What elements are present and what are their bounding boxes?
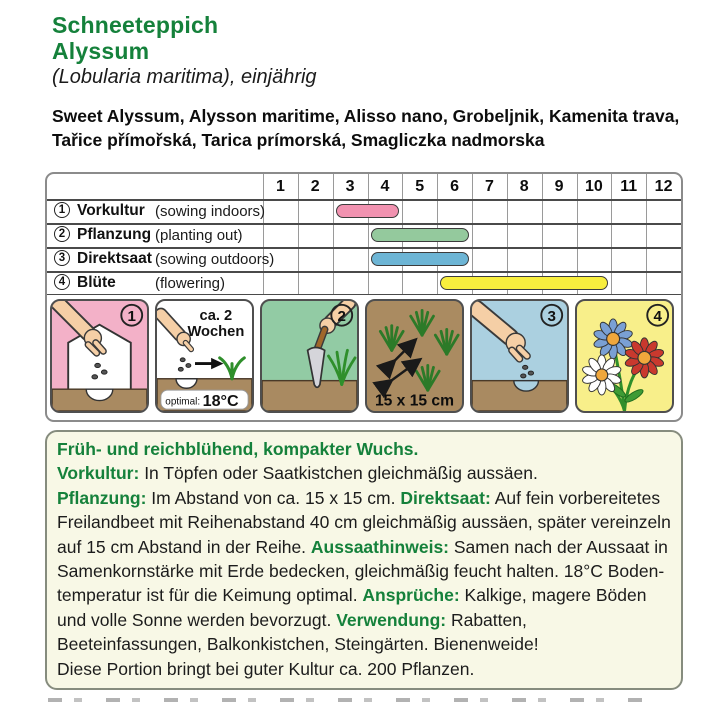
- description-line: Beeteinfassungen, Balkonkistchen, Steingärten. Bienenweide!: [57, 634, 539, 655]
- month-header-cell: 9: [554, 177, 564, 195]
- month-header-cell: 7: [484, 177, 494, 195]
- species-name: Alyssum: [52, 38, 150, 64]
- cutoff-print-text: [48, 698, 648, 702]
- month-header-cell: 11: [620, 177, 638, 195]
- row-label-en: (planting out): [155, 226, 243, 244]
- cultivation-calendar: [45, 172, 683, 422]
- cultivar-name: Schneeteppich: [52, 12, 219, 38]
- plant-icon: [328, 350, 355, 384]
- pictogram-flowering: [575, 299, 674, 413]
- description-line: Freilandbeet mit Reihenabstand 40 cm gleichmäßig aussäen, später vereinzeln: [57, 512, 671, 533]
- month-grid: [47, 174, 681, 295]
- caption-optimal-value: 18°C: [202, 392, 239, 411]
- badge-3: 3: [547, 307, 556, 325]
- pictogram-germination: [155, 299, 254, 413]
- spacing-icon: [367, 301, 462, 411]
- pictogram-sowing-indoors: [50, 299, 149, 413]
- description-line: Pflanzung: Im Abstand von ca. 15 x 15 cm. Direktsaat: Auf fein vorbereitetes: [57, 487, 661, 508]
- month-header-cell: 4: [380, 177, 390, 195]
- planting-out-icon: [262, 301, 357, 411]
- description-line: temperatur ist für die Keimung optimal. Ansprüche: Kalkige, magere Böden: [57, 585, 647, 606]
- pictogram-planting-out: [260, 299, 359, 413]
- caption-spacing: 15 x 15 cm: [374, 392, 455, 410]
- description-box: [45, 430, 683, 690]
- row-label-de: Vorkultur: [77, 202, 145, 219]
- flowers-icon: [577, 301, 672, 411]
- sowing-indoors-icon: [52, 301, 147, 411]
- synonyms-line-2: Tařice přímořská, Tarica prímorská, Smagliczka nadmorska: [52, 130, 545, 150]
- month-header-cell: 6: [450, 177, 460, 195]
- calendar-row-label: [47, 223, 263, 247]
- description-line: Vorkultur: In Töpfen oder Saatkistchen gleichmäßig aussäen.: [57, 463, 538, 484]
- arrow-right-icon: [195, 358, 223, 369]
- pictogram-sowing-outdoors: [470, 299, 569, 413]
- seedling-icon: [220, 358, 245, 379]
- month-header-cell: 2: [310, 177, 320, 195]
- botanical-name: (Lobularia maritima), einjährig: [52, 66, 317, 88]
- badge-1: 1: [127, 307, 136, 325]
- calendar-row-label: [47, 199, 266, 223]
- hand-icon: [476, 309, 527, 359]
- description-line: auf 15 cm Abstand in der Reihe. Aussaathinweis: Samen nach der Aussaat in: [57, 536, 668, 557]
- row-label-de: Pflanzung: [77, 226, 152, 243]
- description-text: [57, 437, 671, 681]
- header: [52, 12, 317, 90]
- pictogram-spacing: [365, 299, 464, 413]
- row-label-de: Blüte: [77, 274, 116, 291]
- row-label-en: (sowing outdoors): [155, 250, 275, 268]
- trowel-icon: [308, 329, 325, 387]
- caption-weeks-1: ca. 2: [199, 307, 233, 324]
- seeds-icon: [521, 365, 534, 378]
- sowing-outdoors-icon: [472, 301, 567, 411]
- month-header-cell: 10: [585, 177, 603, 195]
- calendar-period-bar: [371, 228, 470, 242]
- caption-optimal-label: optimal:: [165, 396, 201, 408]
- badge-2: 2: [337, 307, 346, 325]
- caption-weeks-2: Wochen: [187, 324, 245, 341]
- synonym-names: [52, 104, 679, 152]
- description-line: und volle Sonne werden bevorzugt. Verwendung: Rabatten,: [57, 609, 527, 630]
- description-line: Früh- und reichblühend, kompakter Wuchs.: [57, 439, 419, 459]
- row-number-badge: 3: [54, 250, 70, 266]
- month-header-cell: 1: [275, 177, 285, 195]
- calendar-row-label: [47, 271, 263, 295]
- description-line: Samenkornstärke mit Erde bedecken, gleichmäßig feucht halten. 18°C Boden-: [57, 561, 665, 582]
- calendar-row-label: [47, 247, 275, 271]
- row-label-de: Direktsaat: [77, 250, 152, 267]
- calendar-period-bar: [336, 204, 400, 218]
- synonyms-line-1: Sweet Alyssum, Alysson maritime, Alisso nano, Grobeljnik, Kamenita trava,: [52, 106, 680, 126]
- pictogram-row: [50, 299, 678, 413]
- month-header-cell: 3: [345, 177, 355, 195]
- calendar-period-bar: [440, 276, 608, 290]
- month-header-cell: 12: [654, 177, 673, 195]
- month-header-cell: 8: [519, 177, 529, 195]
- seeds-icon: [178, 358, 191, 371]
- month-header-cell: 5: [415, 177, 425, 195]
- badge-4: 4: [653, 307, 662, 325]
- row-label-en: (sowing indoors): [155, 202, 266, 220]
- germination-icon: [157, 301, 252, 411]
- row-number-badge: 1: [54, 202, 70, 218]
- row-label-en: (flowering): [155, 274, 226, 292]
- seedlings-icon: [380, 310, 458, 390]
- description-line: Diese Portion bringt bei guter Kultur ca. 200 Pflanzen.: [57, 658, 475, 679]
- row-number-badge: 4: [54, 274, 70, 290]
- row-number-badge: 2: [54, 226, 70, 242]
- calendar-period-bar: [371, 252, 470, 266]
